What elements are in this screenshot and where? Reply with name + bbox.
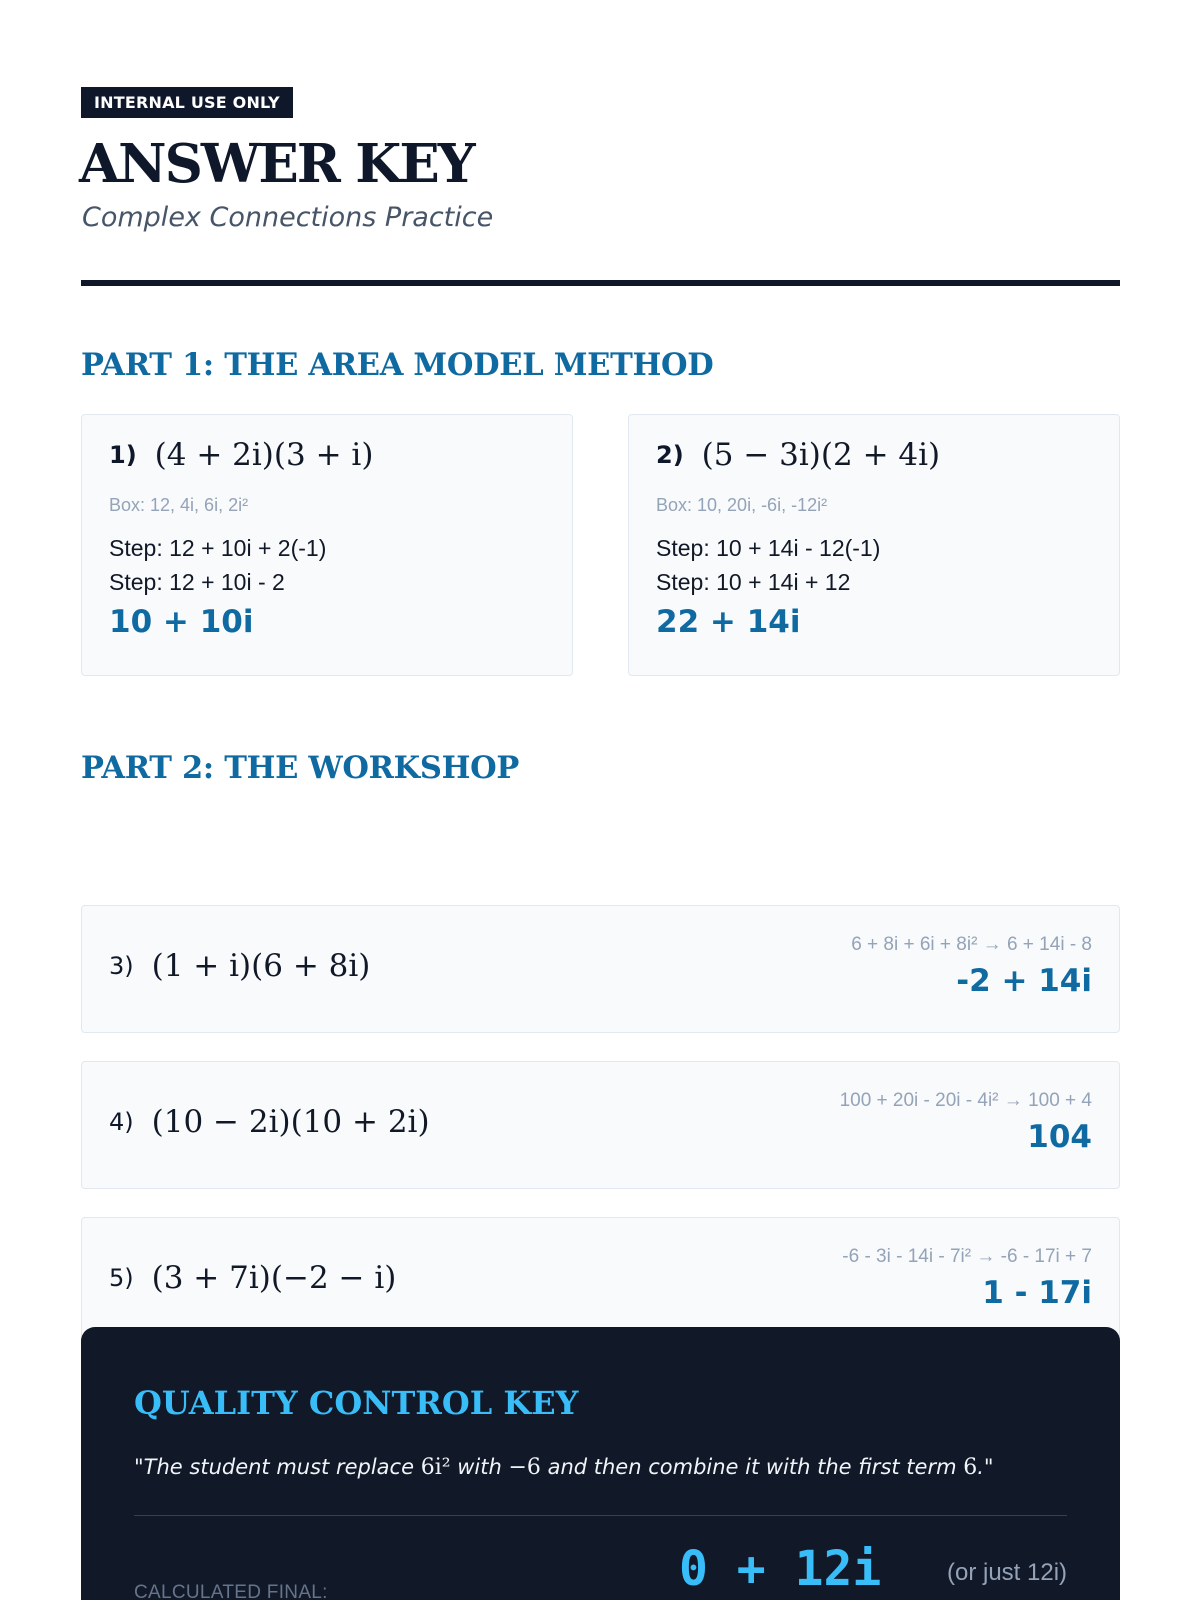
quote-math: 6 — [963, 1455, 978, 1480]
box-terms: Box: 12, 4i, 6i, 2i² — [109, 495, 249, 515]
problem-statement — [109, 437, 373, 473]
area-model-card — [81, 414, 573, 676]
workshop-card — [81, 1061, 1120, 1189]
step-line: Step: 10 + 14i + 12 — [656, 569, 851, 595]
work-steps: 6 + 8i + 6i + 8i² → 6 + 14i - 8 — [851, 934, 1092, 955]
problem-number: 2) — [656, 441, 684, 469]
step-line: Step: 10 + 14i - 12(-1) — [656, 535, 881, 561]
final-answer: 104 — [1027, 1119, 1092, 1155]
problem-statement — [109, 948, 370, 984]
final-answer: 10 + 10i — [109, 604, 254, 640]
part2-heading: PART 2: THE WORKSHOP — [81, 750, 520, 786]
work-steps: 100 + 20i - 20i - 4i² → 100 + 4 — [839, 1090, 1092, 1111]
problem-statement — [109, 1104, 430, 1140]
part1-heading: PART 1: THE AREA MODEL METHOD — [81, 347, 714, 383]
header-divider — [81, 280, 1120, 286]
quote-text: with — [450, 1455, 509, 1479]
quote-text: and then combine it with the first term — [540, 1455, 964, 1479]
problem-expression: (10 − 2i)(10 + 2i) — [151, 1104, 430, 1140]
problem-expression: (5 − 3i)(2 + 4i) — [701, 437, 941, 473]
quality-control-quote — [134, 1455, 994, 1480]
calculated-final-label: CALCULATED FINAL: — [134, 1582, 328, 1600]
final-answer: 22 + 14i — [656, 604, 801, 640]
problem-expression: (4 + 2i)(3 + i) — [154, 437, 374, 473]
workshop-card — [81, 905, 1120, 1033]
workshop-card — [81, 1217, 1120, 1345]
problem-expression: (1 + i)(6 + 8i) — [151, 948, 371, 984]
quote-text: "The student must replace — [134, 1455, 421, 1479]
problem-expression: (3 + 7i)(−2 − i) — [151, 1260, 397, 1296]
problem-number: 4) — [109, 1108, 134, 1136]
quality-control-panel — [81, 1327, 1120, 1600]
problem-statement — [656, 437, 940, 473]
final-answer: -2 + 14i — [956, 963, 1092, 999]
quality-control-divider — [134, 1515, 1067, 1516]
quote-math: −6 — [508, 1455, 541, 1480]
quality-control-heading: QUALITY CONTROL KEY — [134, 1384, 579, 1422]
problem-statement — [109, 1260, 396, 1296]
internal-use-badge: INTERNAL USE ONLY — [81, 87, 293, 118]
page-subtitle: Complex Connections Practice — [82, 202, 494, 233]
step-line: Step: 12 + 10i - 2 — [109, 569, 285, 595]
box-terms: Box: 10, 20i, -6i, -12i² — [656, 495, 828, 515]
problem-number: 1) — [109, 441, 137, 469]
calculated-final-note: (or just 12i) — [947, 1559, 1068, 1586]
problem-number: 5) — [109, 1264, 134, 1292]
area-model-card — [628, 414, 1120, 676]
final-answer: 1 - 17i — [982, 1275, 1092, 1311]
quote-text: ." — [977, 1455, 994, 1479]
answer-key-page — [79, 87, 1120, 1600]
calculated-final-value: 0 + 12i — [679, 1541, 882, 1597]
work-steps: -6 - 3i - 14i - 7i² → -6 - 17i + 7 — [842, 1246, 1092, 1267]
problem-number: 3) — [109, 952, 134, 980]
quote-math: 6i² — [420, 1455, 451, 1480]
step-line: Step: 12 + 10i + 2(-1) — [109, 535, 327, 561]
page-title: ANSWER KEY — [79, 133, 474, 195]
